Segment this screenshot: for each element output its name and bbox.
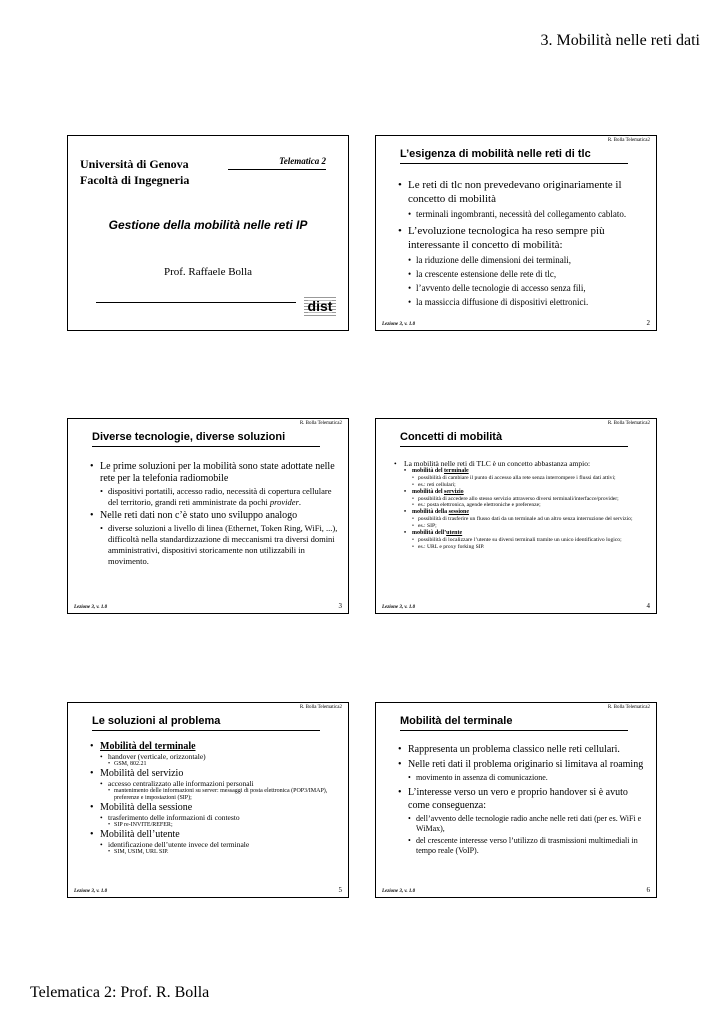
- slide-title: Concetti di mobilità: [400, 431, 628, 447]
- course-label: Telematica 2: [228, 156, 326, 170]
- university-name: Università di Genova: [80, 157, 189, 171]
- lesson-label: Lezione 3, v. 1.0: [74, 605, 108, 610]
- sub-bullet: • mobilità del servizio • possibilità di accedere allo stesso servizio attraverso diversi terminali/interfacce/provider; • es.: posta elettronica, agende elettroniche e preferenze;: [404, 489, 646, 510]
- slide-title: Le soluzioni al problema: [92, 715, 320, 731]
- university-block: [80, 156, 189, 188]
- bullet: • Mobilità dell’utente • identificazione dell’utente invece del terminale • SIM, USIM, URL SIP.: [90, 829, 338, 856]
- sub-bullet: • mobilità dell’utente • possibilità di localizzare l’utente su diversi terminali tramite un unico identificativo logico; • es.: URL e proxy forking SIP.: [404, 530, 646, 551]
- bullet: • Nelle reti dati non c’è stato uno sviluppo analogo • diverse soluzioni a livello di linea (Ethernet, Token Ring, WiFi, ...), difficoltà nella standardizzazione di meccanismi tra diversi domini amministrativi, dispositivi storicamente non utilizzabili in movimento.: [90, 510, 338, 567]
- detail-bullet: • possibilità di trasferire un flusso dati da un terminale ad un altro senza interruzione del servizio;: [412, 516, 646, 523]
- professor-name: Prof. Raffaele Bolla: [163, 266, 253, 278]
- sub-bullet: • accesso centralizzato alle informazioni personali • mantenimento delle informazioni su server: messaggi di posta elettronica (POP3/IMAP), preferenze e impostazioni (SIP);: [100, 779, 338, 802]
- detail-bullet: • SIP re-INVITE/REFER;: [108, 822, 338, 829]
- sub-bullet: • dell’avvento delle tecnologie radio anche nelle reti dati (per es. WiFi e WiMax),: [408, 814, 646, 835]
- slide-number: 4: [646, 602, 650, 610]
- sub-bullet: • movimento in assenza di comunicazione.: [408, 773, 646, 784]
- slide-5: [67, 702, 349, 898]
- slide-header: R. Bolla Telematica2: [607, 138, 650, 143]
- slide-number: 3: [338, 602, 342, 610]
- bullet: • L’interesse verso un vero e proprio handover si è avuto come conseguenza: • dell’avvento delle tecnologie radio anche nelle reti dati (per es. WiFi e WiMax), • del crescente interesse verso l’utilizzo di trasmissioni multimediali in tempo reale (VoIP).: [398, 786, 646, 857]
- sub-bullet: • handover (verticale, orizzontale) • GSM, 802.21: [100, 752, 338, 768]
- bullet: • Mobilità del terminale • handover (verticale, orizzontale) • GSM, 802.21: [90, 741, 338, 768]
- slide-number: 2: [646, 319, 650, 327]
- slide-header: R. Bolla Telematica2: [299, 705, 342, 710]
- sub-bullet: • la crescente estensione delle rete di tlc,: [408, 268, 646, 280]
- page-footer: Telematica 2: Prof. R. Bolla: [30, 984, 210, 1001]
- bullet: • Le reti di tlc non prevedevano originariamente il concetto di mobilità • terminali ingombranti, necessità del collegamento cablato.: [398, 178, 646, 220]
- lesson-label: Lezione 3, v. 1.0: [74, 889, 108, 894]
- slide-2: [375, 135, 657, 331]
- sub-bullet: • mobilità del terminale • possibilità di cambiare il punto di accesso alla rete senza interrompere i flussi dati attivi; • es.: reti cellulari;: [404, 468, 646, 489]
- slide-header: R. Bolla Telematica2: [299, 421, 342, 426]
- sub-bullet: • mobilità della sessione • possibilità di trasferire un flusso dati da un terminale ad un altro senza interruzione del servizio; • es.: SIP;: [404, 509, 646, 530]
- slide-number: 6: [646, 886, 650, 894]
- slide-3: [67, 418, 349, 614]
- slide-6: [375, 702, 657, 898]
- slide-4: [375, 418, 657, 614]
- slide-body: [398, 178, 646, 312]
- detail-bullet: • mantenimento delle informazioni su server: messaggi di posta elettronica (POP3/IMAP), preferenze e impostazioni (SIP);: [108, 788, 338, 802]
- bullet: • Le prime soluzioni per la mobilità sono state adottate nelle rete per la telefonia radiomobile • dispositivi portatili, accesso radio, necessità di copertura cellulare del territorio, grandi reti amministrate da pochi provider.: [90, 461, 338, 508]
- detail-bullet: • possibilità di accedere allo stesso servizio attraverso diversi terminali/interfacce/provider;: [412, 496, 646, 503]
- bullet: • Rappresenta un problema classico nelle reti cellulari.: [398, 743, 646, 756]
- detail-bullet: • es.: reti cellulari;: [412, 482, 646, 489]
- bullet: • Mobilità della sessione • trasferimento delle informazioni di contesto • SIP re-INVITE/REFER;: [90, 802, 338, 829]
- slide-header: R. Bolla Telematica2: [607, 421, 650, 426]
- slide-1: [67, 135, 349, 331]
- detail-bullet: • GSM, 802.21: [108, 761, 338, 768]
- slide-number: 5: [338, 886, 342, 894]
- lesson-label: Lezione 3, v. 1.0: [382, 605, 416, 610]
- bullet: • Nelle reti dati il problema originario si limitava al roaming • movimento in assenza di comunicazione.: [398, 758, 646, 784]
- slide-header: R. Bolla Telematica2: [607, 705, 650, 710]
- lesson-label: Lezione 3, v. 1.0: [382, 889, 416, 894]
- logo-text: dist: [307, 298, 333, 314]
- sub-bullet: • la riduzione delle dimensioni dei terminali,: [408, 254, 646, 266]
- slide-body: [90, 741, 338, 856]
- sub-bullet: • trasferimento delle informazioni di contesto • SIP re-INVITE/REFER;: [100, 813, 338, 829]
- slide-title: Diverse tecnologie, diverse soluzioni: [92, 431, 320, 447]
- faculty-name: Facoltà di Ingegneria: [80, 173, 190, 187]
- slide-title: L’esigenza di mobilità nelle reti di tlc: [400, 148, 628, 164]
- sub-bullet: • del crescente interesse verso l’utilizzo di trasmissioni multimediali in tempo reale (VoIP).: [408, 836, 646, 857]
- slide-title: Gestione della mobilità nelle reti IP: [108, 218, 308, 232]
- sub-bullet: • identificazione dell’utente invece del terminale • SIM, USIM, URL SIP.: [100, 840, 338, 856]
- sub-bullet: • la massiccia diffusione di dispositivi elettronici.: [408, 296, 646, 308]
- detail-bullet: • possibilità di cambiare il punto di accesso alla rete senza interrompere i flussi dati attivi;: [412, 475, 646, 482]
- slide-body: [398, 743, 646, 859]
- detail-bullet: • es.: posta elettronica, agende elettroniche e preferenze;: [412, 502, 646, 509]
- bullet: • L’evoluzione tecnologica ha reso sempre più interessante il concetto di mobilità: • la riduzione delle dimensioni dei terminali, • la crescente estensione delle rete di tlc, • l’avvento delle tecnologie di accesso senza fili, • la massiccia diffusione di dispositivi elettronici.: [398, 224, 646, 308]
- slide-body: [394, 459, 646, 550]
- sub-bullet: • diverse soluzioni a livello di linea (Ethernet, Token Ring, WiFi, ...), difficoltà nella standardizzazione di meccanismi tra diversi domini amministrativi, dispositivi storicamente non utilizzabili in movimento.: [100, 523, 338, 567]
- sub-bullet: • dispositivi portatili, accesso radio, necessità di copertura cellulare del territorio, grandi reti amministrate da pochi provider.: [100, 486, 338, 508]
- sub-bullet: • terminali ingombranti, necessità del collegamento cablato.: [408, 208, 646, 220]
- detail-bullet: • possibilità di localizzare l’utente su diversi terminali tramite un unico identificativo logico;: [412, 537, 646, 544]
- bullet: • Mobilità del servizio • accesso centralizzato alle informazioni personali • mantenimento delle informazioni su server: messaggi di posta elettronica (POP3/IMAP), preferenze e impostazioni (SIP);: [90, 768, 338, 802]
- dist-logo: [304, 296, 336, 316]
- detail-bullet: • es.: SIP;: [412, 523, 646, 530]
- sub-bullet: • l’avvento delle tecnologie di accesso senza fili,: [408, 282, 646, 294]
- detail-bullet: • es.: URL e proxy forking SIP.: [412, 544, 646, 551]
- slide-title: Mobilità del terminale: [400, 715, 628, 731]
- slide-body: [90, 461, 338, 569]
- lesson-label: Lezione 3, v. 1.0: [382, 322, 416, 327]
- page-header: 3. Mobilità nelle reti dati: [540, 32, 700, 49]
- bullet: • La mobilità nelle reti di TLC è un concetto abbastanza ampio: • mobilità del terminale • possibilità di cambiare il punto di accesso alla rete senza interrompere i flussi dati attivi; • es.: reti cellulari; • mobilità del servizio • possibilità di accedere allo stesso servizio attraverso diversi terminali/interfacce/provider; • es.: posta elettronica, agende elettroniche e preferenze; • mobilità della sessione • possibilità di trasferire un flusso dati da un terminale ad un altro senza interruzione del servizio; • es.: SIP; • mobilità dell’utente • possibilità di localizzare l’utente su diversi terminali tramite un unico identificativo logico; • es.: URL e proxy forking SIP.: [394, 459, 646, 550]
- detail-bullet: • SIM, USIM, URL SIP.: [108, 849, 338, 856]
- divider-line: [96, 302, 296, 303]
